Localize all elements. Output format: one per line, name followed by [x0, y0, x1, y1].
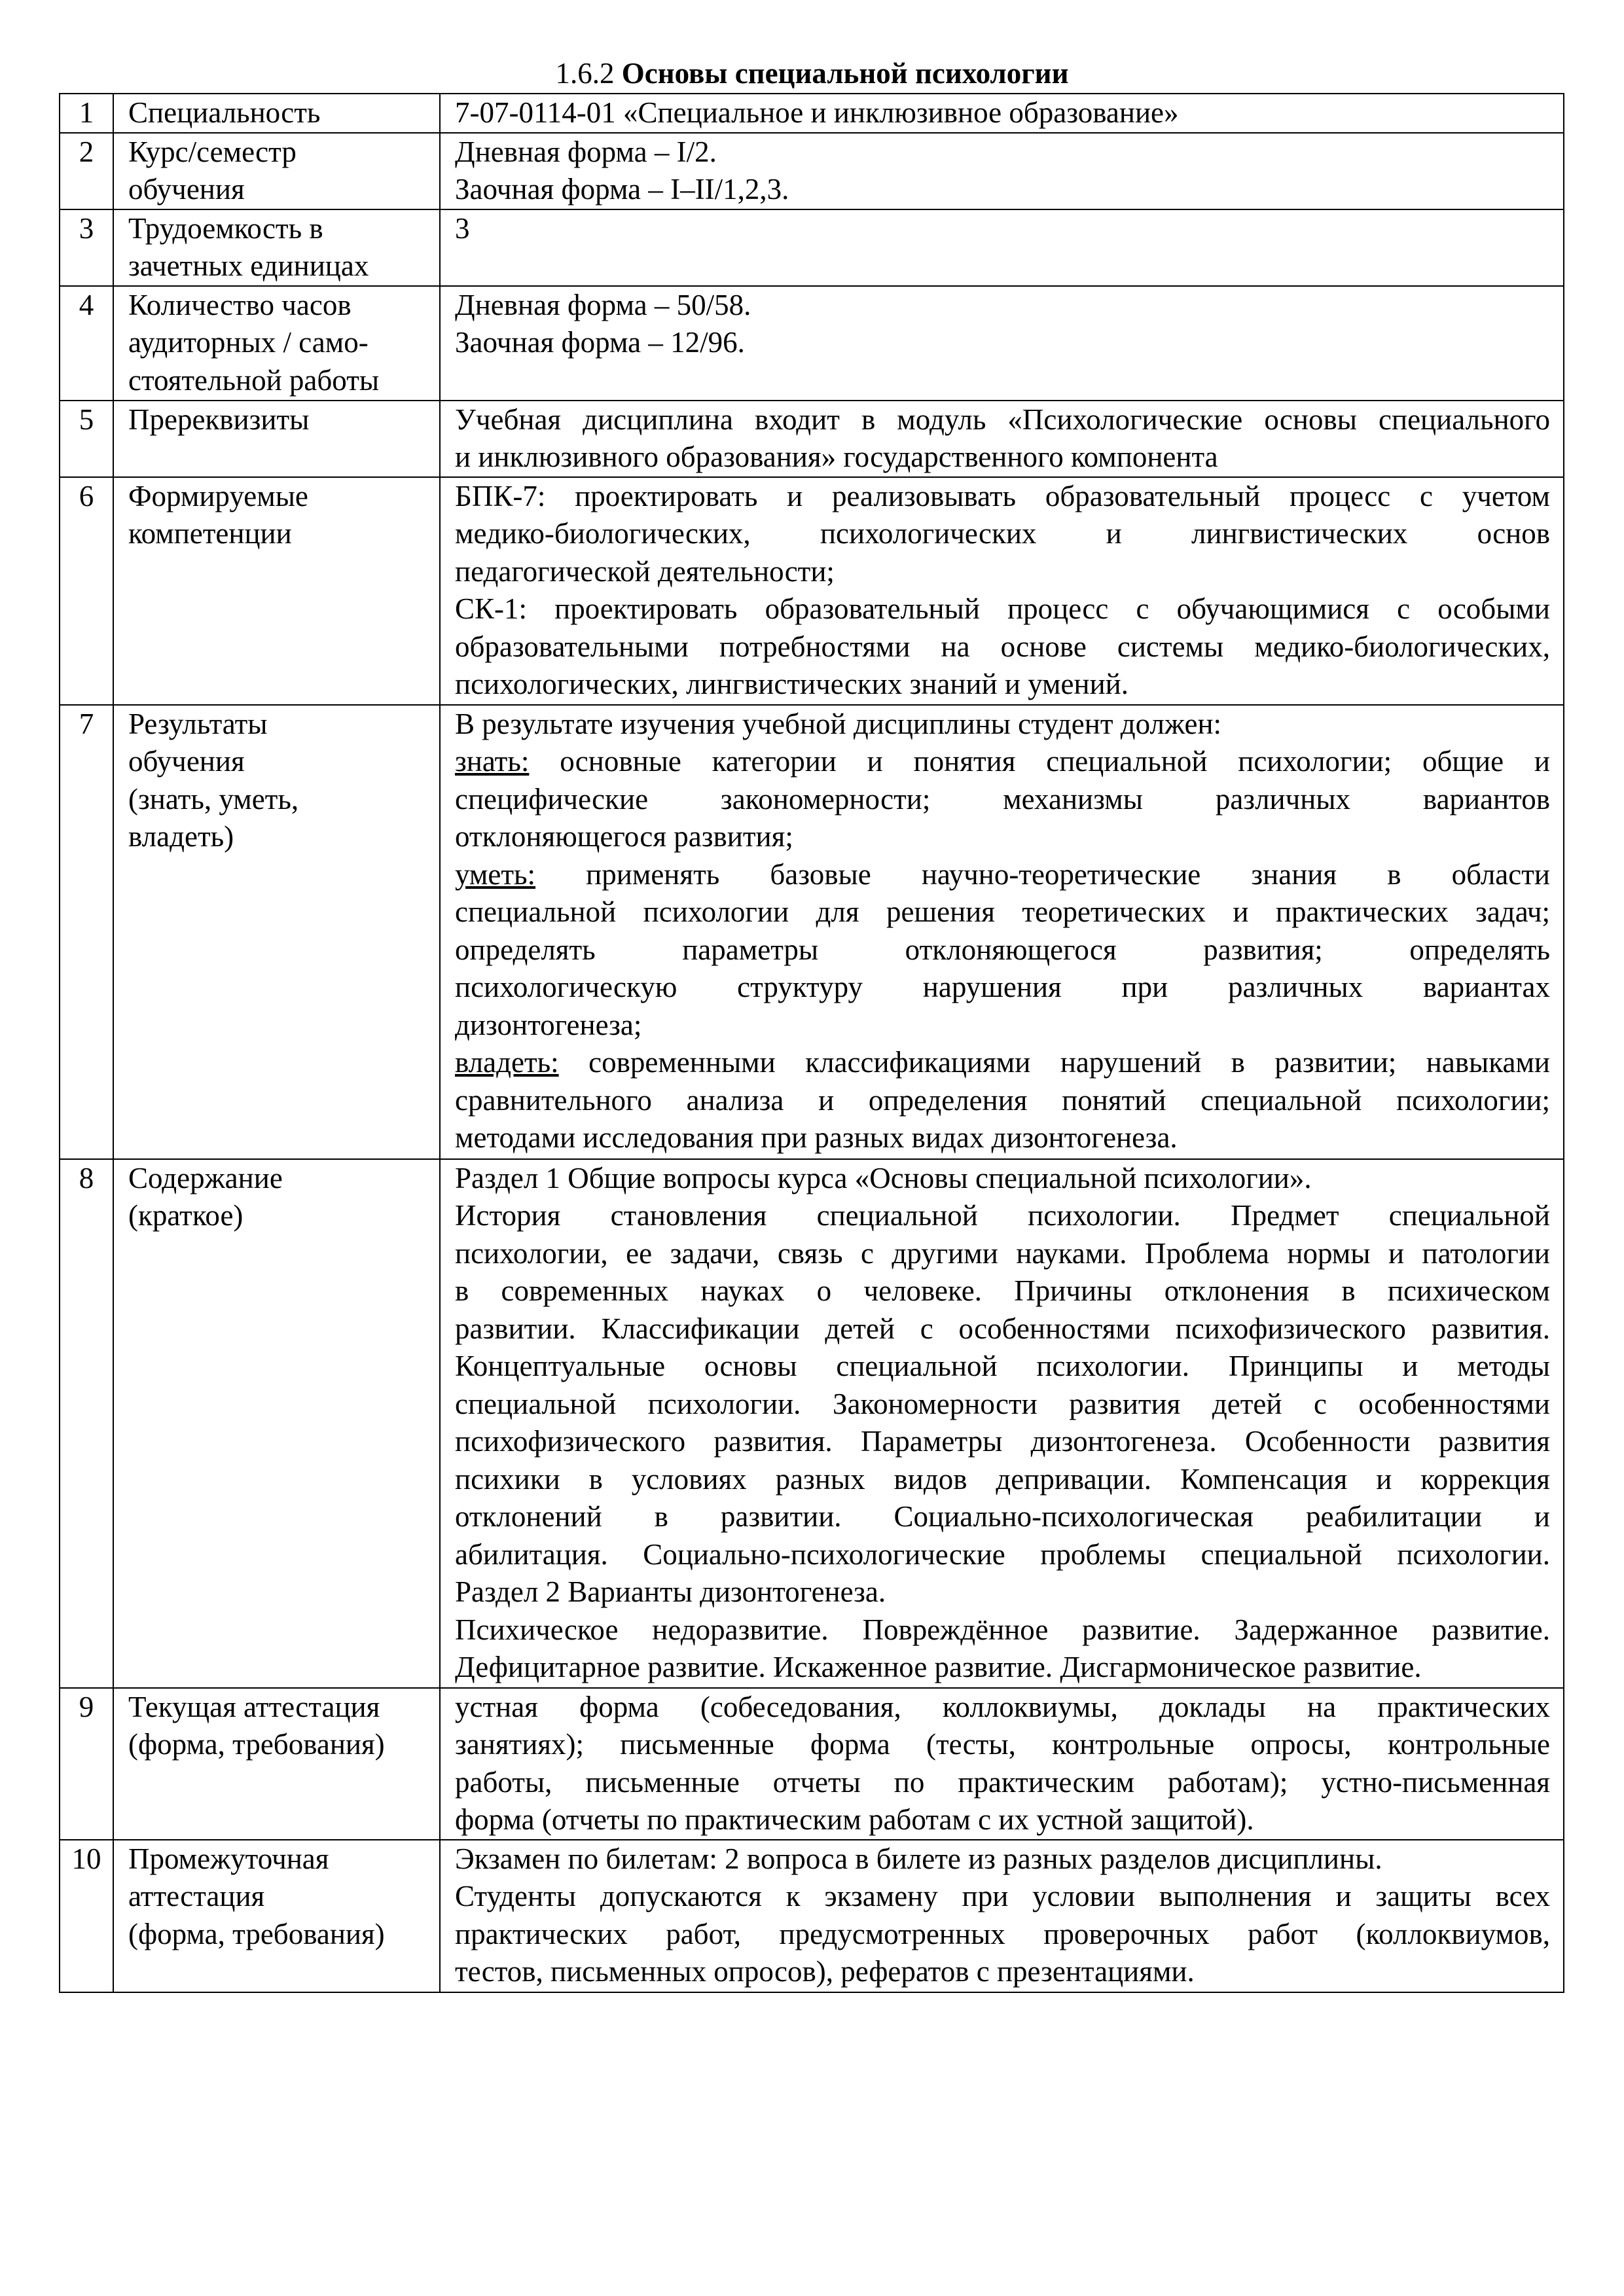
value-line: Заочная форма – 12/96. — [455, 326, 745, 359]
row-number: 8 — [60, 1159, 113, 1688]
row-label — [113, 1159, 440, 1688]
value-line: современными классификациями нарушений в развитии; навыками — [588, 1046, 1551, 1079]
value-line: работы, письменные отчеты по практическим работам); устно-письменная — [455, 1765, 1550, 1799]
value-line: применять базовые научно-теоретические знания в области — [586, 857, 1550, 891]
row-label — [113, 94, 440, 133]
keyword-own: владеть: — [455, 1046, 559, 1079]
value-line: основные категории и понятия специальной психологии; общие и — [560, 745, 1550, 778]
keyword-can: уметь: — [455, 857, 536, 891]
value-line: методами исследования при разных видах дизонтогенеза. — [455, 1121, 1178, 1154]
value-line: Учебная дисциплина входит в модуль «Психологические основы специального — [455, 403, 1550, 436]
page-title — [0, 54, 1624, 93]
table-row — [60, 401, 1564, 477]
value-line: Раздел 1 Общие вопросы курса «Основы специальной психологии». — [455, 1161, 1312, 1194]
table-row — [60, 133, 1564, 209]
row-value — [440, 94, 1564, 133]
row-number: 5 — [60, 401, 113, 477]
label-line: аттестация — [128, 1880, 265, 1912]
value-line: отклоняющегося развития; — [455, 820, 793, 853]
value-line: психофизического развития. Параметры дизонтогенеза. Особенности развития — [455, 1425, 1550, 1458]
label-line: (знать, уметь, — [128, 782, 299, 816]
value-line: психологии, ее задачи, связь с другими науками. Проблема нормы и патологии — [455, 1236, 1550, 1270]
label-line: Результаты — [128, 707, 268, 740]
table-row — [60, 1159, 1564, 1688]
row-number: 10 — [60, 1840, 113, 1992]
row-value — [440, 286, 1564, 401]
table-row — [60, 477, 1564, 705]
label-line: (краткое) — [128, 1199, 244, 1232]
value-line: специфические закономерности; механизмы различных вариантов — [455, 782, 1550, 816]
row-value — [440, 1840, 1564, 1992]
row-number: 3 — [60, 209, 113, 286]
row-value — [440, 477, 1564, 705]
row-number: 4 — [60, 286, 113, 401]
value-line: специальной психологии для решения теоретических и практических задач; — [455, 895, 1550, 928]
row-value — [440, 209, 1564, 286]
value-line: Концептуальные основы специальной психологии. Принципы и методы — [455, 1350, 1550, 1382]
value-line: В результате изучения учебной дисциплины студент должен: — [455, 707, 1222, 740]
value-line: 7-07-0114-01 «Специальное и инклюзивное образование» — [455, 96, 1179, 129]
row-value — [440, 1159, 1564, 1688]
label-line: обучения — [128, 173, 245, 206]
row-value — [440, 133, 1564, 209]
value-line: История становления специальной психологии. Предмет специальной — [455, 1199, 1550, 1232]
row-label — [113, 1840, 440, 1992]
value-line: практических работ, предусмотренных проверочных работ (коллоквиумов, — [455, 1917, 1550, 1950]
value-line: медико-биологических, психологических и лингвистических основ — [455, 517, 1550, 550]
value-line: психологических, лингвистических знаний и умений. — [455, 668, 1129, 700]
value-line: занятиях); письменные форма (тесты, контрольные опросы, контрольные — [455, 1728, 1550, 1761]
row-label — [113, 209, 440, 286]
row-label — [113, 477, 440, 705]
value-line: Психическое недоразвитие. Повреждённое развитие. Задержанное развитие. — [455, 1613, 1550, 1646]
value-line: психики в условиях разных видов депривации. Компенсация и коррекция — [455, 1462, 1550, 1496]
table-row — [60, 705, 1564, 1159]
value-line: СК-1: проектировать образовательный процесс с обучающимися с особыми — [455, 592, 1550, 625]
keyword-know: знать: — [455, 745, 530, 778]
value-line: Заочная форма – I–II/1,2,3. — [455, 173, 789, 206]
title-text: Основы специальной психологии — [621, 57, 1069, 90]
label-line: Формируемые — [128, 479, 308, 512]
label-line: зачетных единицах — [128, 249, 369, 282]
value-line: форма (отчеты по практическим работам с их устной защитой). — [455, 1803, 1254, 1836]
value-line: Студенты допускаются к экзамену при условии выполнения и защиты всех — [455, 1880, 1550, 1912]
row-number: 2 — [60, 133, 113, 209]
discipline-table — [59, 93, 1564, 1993]
value-line: специальной психологии. Закономерности развития детей с особенностями — [455, 1387, 1550, 1420]
row-label — [113, 401, 440, 477]
row-number: 7 — [60, 705, 113, 1159]
label-line: Количество часов — [128, 288, 352, 321]
value-line: и инклюзивного образования» государственного компонента — [455, 440, 1218, 473]
label-line: Пререквизиты — [128, 403, 310, 436]
table-row — [60, 94, 1564, 133]
value-line: дизонтогенеза; — [455, 1008, 642, 1041]
label-line: владеть) — [128, 820, 234, 853]
value-line: 3 — [455, 211, 470, 245]
value-line: Дневная форма – 50/58. — [455, 288, 751, 321]
row-label — [113, 705, 440, 1159]
value-line: образовательными потребностями на основе системы медико-биологических, — [455, 630, 1550, 663]
value-line: определять параметры отклоняющегося развития; определять — [455, 933, 1550, 966]
value-line: устная форма (собеседования, коллоквиумы, доклады на практических — [455, 1690, 1550, 1723]
title-number: 1.6.2 — [555, 57, 615, 90]
value-line: Раздел 2 Варианты дизонтогенеза. — [455, 1575, 886, 1608]
row-label — [113, 133, 440, 209]
label-line: Промежуточная — [128, 1842, 329, 1875]
label-line: аудиторных / само- — [128, 326, 369, 359]
row-number: 6 — [60, 477, 113, 705]
row-value — [440, 401, 1564, 477]
label-line: (форма, требования) — [128, 1917, 385, 1950]
value-line: тестов, письменных опросов), рефератов с презентациями. — [455, 1955, 1195, 1988]
label-line: Содержание — [128, 1161, 283, 1194]
table-row — [60, 1840, 1564, 1992]
value-line: Экзамен по билетам: 2 вопроса в билете из разных разделов дисциплины. — [455, 1842, 1382, 1875]
table-row — [60, 209, 1564, 286]
value-line: Дневная форма – I/2. — [455, 135, 717, 168]
value-line: Дефицитарное развитие. Искаженное развитие. Дисгармоническое развитие. — [455, 1651, 1422, 1683]
value-line: педагогической деятельности; — [455, 554, 835, 588]
row-value — [440, 705, 1564, 1159]
label-line: стоятельной работы — [128, 363, 380, 397]
value-line: сравнительного анализа и определения понятий специальной психологии; — [455, 1083, 1550, 1117]
value-line: в современных науках о человеке. Причины отклонения в психическом — [455, 1274, 1550, 1307]
table-row — [60, 1688, 1564, 1840]
row-number: 9 — [60, 1688, 113, 1840]
table-row — [60, 286, 1564, 401]
row-number: 1 — [60, 94, 113, 133]
label-line: Трудоемкость в — [128, 211, 323, 245]
value-line: БПК-7: проектировать и реализовывать образовательный процесс с учетом — [455, 479, 1550, 512]
row-label — [113, 286, 440, 401]
label-line: обучения — [128, 745, 245, 778]
label-line: Курс/семестр — [128, 135, 297, 168]
row-value — [440, 1688, 1564, 1840]
value-line: отклонений в развитии. Социально-психологическая реабилитации и — [455, 1500, 1550, 1533]
label-line: (форма, требования) — [128, 1728, 385, 1761]
value-line: психологическую структуру нарушения при различных вариантах — [455, 971, 1550, 1003]
value-line: абилитация. Социально-психологические проблемы специальной психологии. — [455, 1537, 1550, 1571]
row-label — [113, 1688, 440, 1840]
label-line: компетенции — [128, 517, 292, 550]
label-line: Специальность — [128, 96, 321, 129]
label-line: Текущая аттестация — [128, 1690, 380, 1723]
value-line: развитии. Классификации детей с особенностями психофизического развития. — [455, 1312, 1550, 1345]
